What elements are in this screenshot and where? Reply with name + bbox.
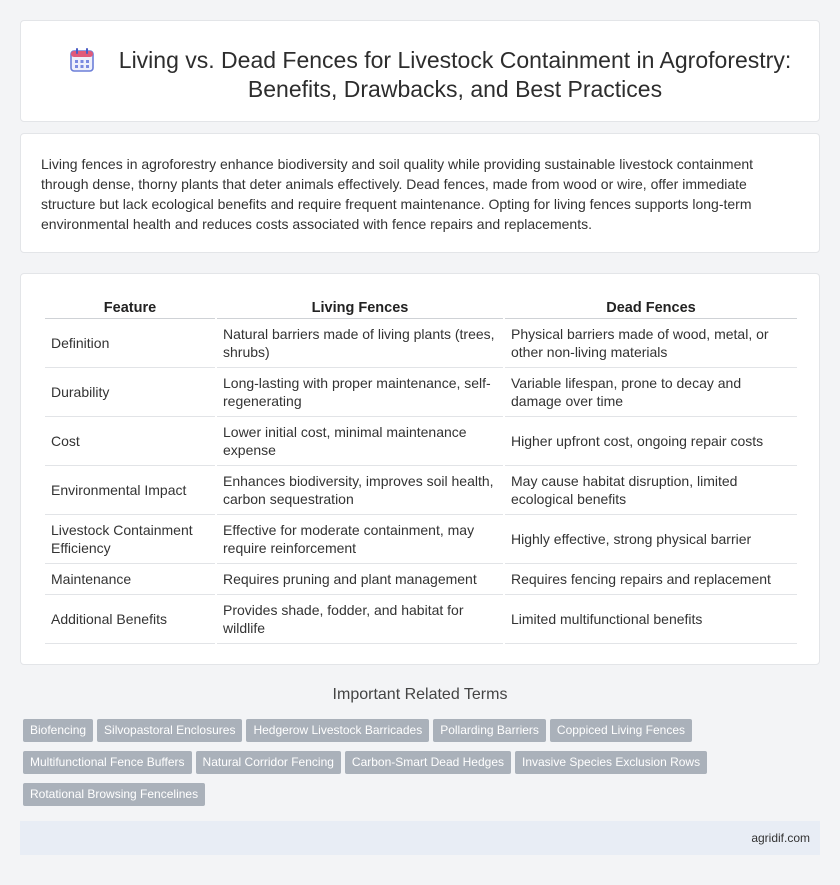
table-row [45, 417, 797, 466]
table-cell-living: Requires pruning and plant management [217, 564, 503, 595]
table-row [45, 466, 797, 515]
related-term-tag[interactable]: Natural Corridor Fencing [196, 751, 341, 774]
table-row [45, 515, 797, 564]
table-cell-dead: May cause habitat disruption, limited ecological benefits [505, 466, 797, 515]
related-term-tag[interactable]: Silvopastoral Enclosures [97, 719, 242, 742]
related-term-tag[interactable]: Rotational Browsing Fencelines [23, 783, 205, 806]
table-cell-living: Natural barriers made of living plants (trees, shrubs) [217, 319, 503, 368]
related-term-tag[interactable]: Carbon-Smart Dead Hedges [345, 751, 511, 774]
title-card [20, 20, 820, 122]
table-cell-feature: Durability [45, 368, 215, 417]
table-row [45, 595, 797, 644]
calendar-icon [69, 47, 95, 73]
related-term-tag[interactable]: Pollarding Barriers [433, 719, 546, 742]
table-cell-dead: Physical barriers made of wood, metal, or other non-living materials [505, 319, 797, 368]
table-cell-living: Long-lasting with proper maintenance, self-regenerating [217, 368, 503, 417]
table-cell-living: Lower initial cost, minimal maintenance expense [217, 417, 503, 466]
table-cell-feature: Definition [45, 319, 215, 368]
table-cell-feature: Cost [45, 417, 215, 466]
comparison-card [20, 273, 820, 665]
footer [20, 821, 820, 855]
comparison-table [43, 294, 799, 644]
table-row [45, 564, 797, 595]
related-terms-title: Important Related Terms [332, 686, 508, 703]
footer-site-link[interactable]: agridif.com [751, 831, 810, 845]
table-cell-feature: Additional Benefits [45, 595, 215, 644]
related-terms-list [23, 719, 823, 815]
related-term-tag[interactable]: Hedgerow Livestock Barricades [246, 719, 429, 742]
table-cell-dead: Variable lifespan, prone to decay and damage over time [505, 368, 797, 417]
intro-text: Living fences in agroforestry enhance biodiversity and soil quality while providing sustainable livestock containment through dense, thorny plants that deter animals effectively. Dead fences, made from wood or wire, offer immediate structure but lack ecological benefits and require frequent maintenance. Opting for living fences supports long-term environmental health and reduces costs associated with fence repairs and replacements. [41, 156, 754, 232]
related-term-tag[interactable]: Biofencing [23, 719, 93, 742]
column-header-feature: Feature [45, 294, 215, 319]
table-cell-living: Effective for moderate containment, may require reinforcement [217, 515, 503, 564]
table-cell-feature: Livestock Containment Efficiency [45, 515, 215, 564]
table-cell-dead: Highly effective, strong physical barrier [505, 515, 797, 564]
column-header-living: Living Fences [217, 294, 503, 319]
table-cell-dead: Higher upfront cost, ongoing repair costs [505, 417, 797, 466]
table-row [45, 319, 797, 368]
related-term-tag[interactable]: Multifunctional Fence Buffers [23, 751, 192, 774]
related-term-tag[interactable]: Invasive Species Exclusion Rows [515, 751, 707, 774]
table-row [45, 368, 797, 417]
intro-card [20, 133, 820, 253]
column-header-dead: Dead Fences [505, 294, 797, 319]
table-cell-living: Provides shade, fodder, and habitat for wildlife [217, 595, 503, 644]
table-cell-feature: Environmental Impact [45, 466, 215, 515]
table-cell-dead: Requires fencing repairs and replacement [505, 564, 797, 595]
table-cell-dead: Limited multifunctional benefits [505, 595, 797, 644]
related-term-tag[interactable]: Coppiced Living Fences [550, 719, 692, 742]
page-title: Living vs. Dead Fences for Livestock Containment in Agroforestry: Benefits, Drawbacks, and Best Practices [118, 47, 792, 102]
table-header-row [45, 294, 797, 319]
table-cell-feature: Maintenance [45, 564, 215, 595]
table-cell-living: Enhances biodiversity, improves soil health, carbon sequestration [217, 466, 503, 515]
